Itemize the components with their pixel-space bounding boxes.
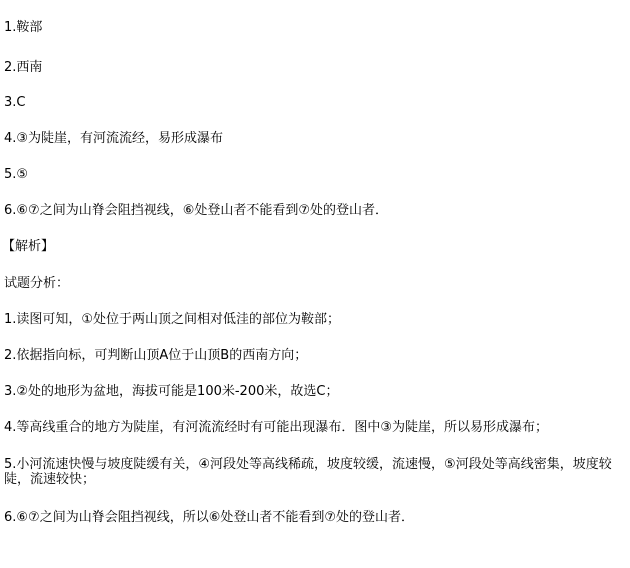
explanation-2: 2.依据指向标，可判断山顶A位于山顶B的西南方向；: [4, 348, 308, 363]
answer-6: 6.⑥⑦之间为山脊会阻挡视线，⑥处登山者不能看到⑦处的登山者．: [4, 203, 389, 218]
explanation-1: 1.读图可知，①处位于两山顶之间相对低洼的部位为鞍部；: [4, 312, 341, 327]
explanation-3: 3.②处的地形为盆地，海拔可能是100米-200米，故选C；: [4, 384, 339, 399]
answer-5: 5.⑤: [4, 167, 29, 182]
answer-2: 2.西南: [4, 60, 43, 75]
explanation-5: 5.小河流速快慢与坡度陡缓有关，④河段处等高线稀疏，坡度较缓，流速慢，⑤河段处等高线密集，坡度较陡，流速较快；: [4, 457, 612, 487]
answer-3: 3.C: [4, 95, 26, 110]
answer-1: 1.鞍部: [4, 20, 43, 35]
explanation-4: 4.等高线重合的地方为陡崖，有河流流经时有可能出现瀑布．图中③为陡崖，所以易形成瀑布；: [4, 420, 549, 435]
analysis-heading: 【解析】: [2, 239, 55, 254]
analysis-intro: 试题分析：: [4, 276, 70, 291]
explanation-6: 6.⑥⑦之间为山脊会阻挡视线，所以⑥处登山者不能看到⑦处的登山者．: [4, 510, 415, 525]
answer-4: 4.③为陡崖，有河流流经，易形成瀑布: [4, 131, 224, 146]
